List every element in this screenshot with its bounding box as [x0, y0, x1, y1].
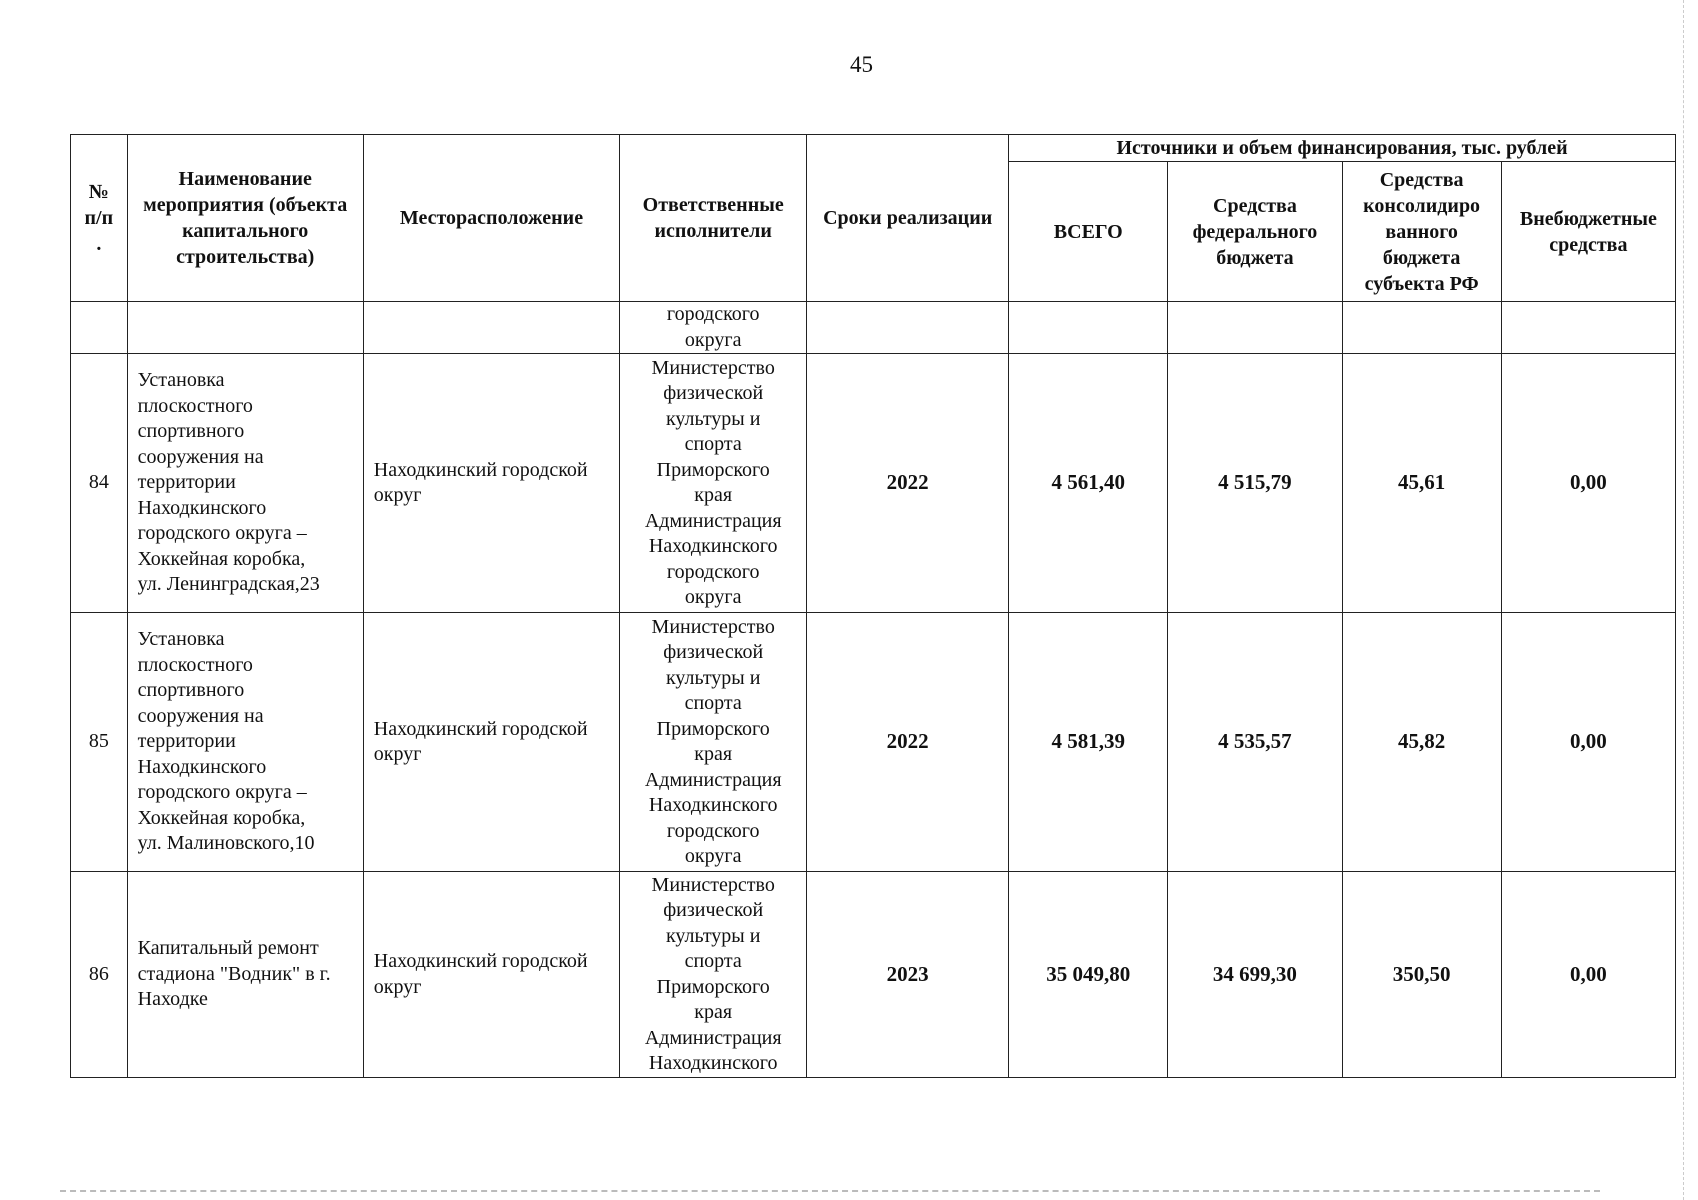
row-executors: Министерство физической культуры и спорта Приморского края Администрация Находкинского городского округа — [620, 354, 807, 613]
header-period: Сроки реализации — [807, 135, 1009, 302]
row-extra: 0,00 — [1501, 613, 1675, 872]
row-location: Находкинский городской округ — [363, 872, 619, 1078]
row-executors: Министерство физической культуры и спорта Приморского края Администрация Находкинского городского округа — [620, 613, 807, 872]
cont-name — [127, 302, 363, 354]
row-period: 2023 — [807, 872, 1009, 1078]
table-row — [71, 613, 1676, 872]
header-executors: Ответственные исполнители — [620, 135, 807, 302]
row-regional: 350,50 — [1342, 872, 1501, 1078]
cont-num — [71, 302, 128, 354]
row-num: 84 — [71, 354, 128, 613]
header-num: № п/п . — [71, 135, 128, 302]
cont-regional — [1342, 302, 1501, 354]
continuation-row — [71, 302, 1676, 354]
row-num: 86 — [71, 872, 128, 1078]
cont-period — [807, 302, 1009, 354]
header-total: ВСЕГО — [1009, 162, 1168, 302]
row-executors: Министерство физической культуры и спорта Приморского края Администрация Находкинского — [620, 872, 807, 1078]
row-total: 35 049,80 — [1009, 872, 1168, 1078]
row-name: Установка плоскостного спортивного сооружения на территории Находкинского городского округа – Хоккейная коробка, ул. Малиновского,10 — [127, 613, 363, 872]
row-location: Находкинский городской округ — [363, 613, 619, 872]
row-total: 4 581,39 — [1009, 613, 1168, 872]
cont-total — [1009, 302, 1168, 354]
cont-federal — [1168, 302, 1342, 354]
row-federal: 4 535,57 — [1168, 613, 1342, 872]
scan-edge-line — [1683, 0, 1684, 1200]
header-row — [71, 135, 1676, 162]
row-total: 4 561,40 — [1009, 354, 1168, 613]
row-federal: 4 515,79 — [1168, 354, 1342, 613]
header-sources-group: Источники и объем финансирования, тыс. рублей — [1009, 135, 1676, 162]
row-regional: 45,61 — [1342, 354, 1501, 613]
row-name: Капитальный ремонт стадиона "Водник" в г. Находке — [127, 872, 363, 1078]
page-number: 45 — [850, 52, 873, 77]
scan-artifact-line — [60, 1190, 1600, 1192]
row-extra: 0,00 — [1501, 872, 1675, 1078]
header-location: Месторасположение — [363, 135, 619, 302]
row-period: 2022 — [807, 354, 1009, 613]
header-federal: Средства федерального бюджета — [1168, 162, 1342, 302]
row-num: 85 — [71, 613, 128, 872]
row-name: Установка плоскостного спортивного сооружения на территории Находкинского городского округа – Хоккейная коробка, ул. Ленинградская,23 — [127, 354, 363, 613]
header-name: Наименование мероприятия (объекта капитального строительства) — [127, 135, 363, 302]
row-location: Находкинский городской округ — [363, 354, 619, 613]
table-row — [71, 872, 1676, 1078]
table-row — [71, 354, 1676, 613]
cont-executors: городского округа — [620, 302, 807, 354]
row-federal: 34 699,30 — [1168, 872, 1342, 1078]
cont-location — [363, 302, 619, 354]
header-extra: Внебюджетные средства — [1501, 162, 1675, 302]
row-extra: 0,00 — [1501, 354, 1675, 613]
financing-table — [70, 134, 1676, 1078]
cont-extra — [1501, 302, 1675, 354]
header-regional: Средства консолидиро ванного бюджета субъекта РФ — [1342, 162, 1501, 302]
row-period: 2022 — [807, 613, 1009, 872]
row-regional: 45,82 — [1342, 613, 1501, 872]
